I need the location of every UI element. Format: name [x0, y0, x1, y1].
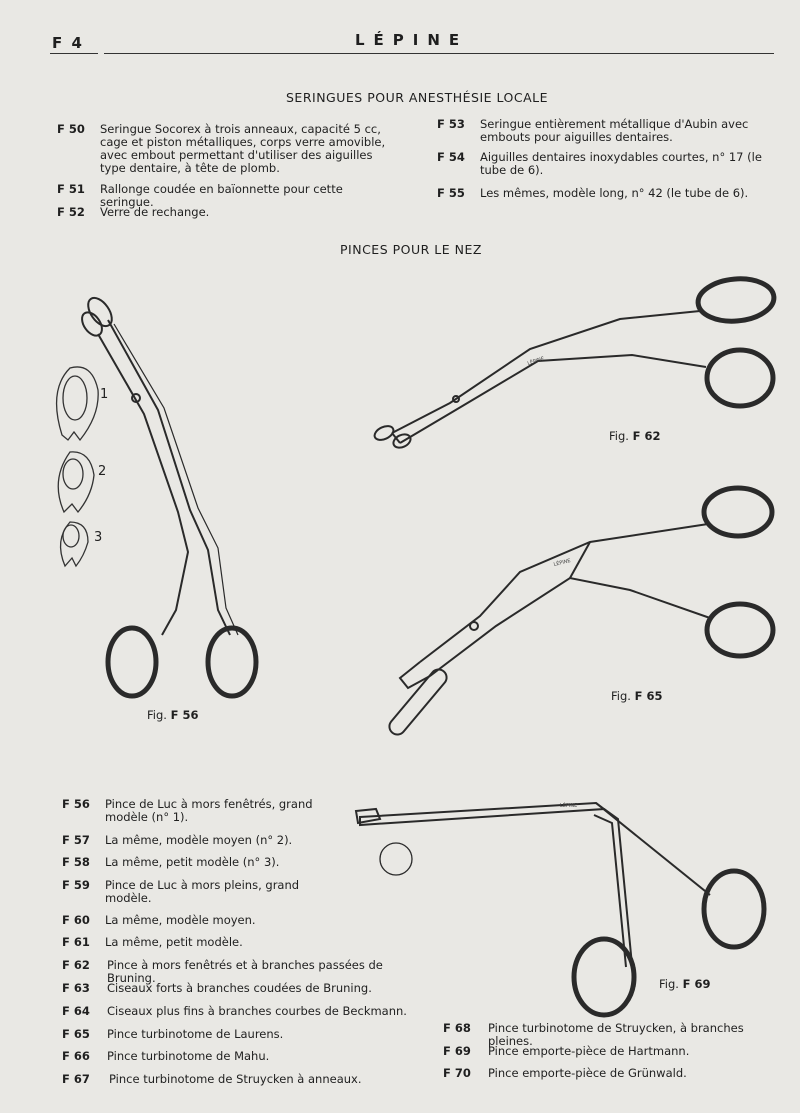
- fig-prefix: Fig.: [659, 977, 679, 991]
- header-rule-right: [104, 53, 774, 54]
- item-description: Pince emporte-pièce de Hartmann.: [488, 1044, 690, 1058]
- item-description: Pince emporte-pièce de Grünwald.: [488, 1066, 687, 1080]
- item-code: F 63: [62, 981, 90, 995]
- item-code: F 52: [57, 205, 85, 219]
- item-description: Verre de rechange.: [100, 205, 210, 219]
- forceps-illustration-f56: [40, 290, 270, 710]
- item-code: F 55: [437, 186, 465, 200]
- size-label: 2: [98, 464, 107, 479]
- item-description: Pince turbinotome de Laurens.: [107, 1027, 284, 1041]
- header-rule-left: [50, 53, 98, 54]
- item-code: F 62: [62, 958, 90, 972]
- item-description: Pince turbinotome de Struycken, à branches pleines.: [488, 1021, 744, 1048]
- item-code: F 50: [57, 122, 85, 136]
- brand-title: LÉPINE: [355, 31, 469, 49]
- size-label: 1: [100, 387, 109, 402]
- item-code: F 60: [62, 913, 90, 927]
- figure-caption-f65: [611, 689, 662, 703]
- figure-caption-f56: [147, 708, 198, 722]
- item-description: Seringue entièrement métallique d'Aubin avec embouts pour aiguilles dentaires.: [480, 117, 749, 144]
- item-description: La même, petit modèle (n° 3).: [105, 855, 280, 869]
- item-description: Pince turbinotome de Struycken à anneaux.: [109, 1072, 362, 1086]
- item-description: Rallonge coudée en baïonnette pour cette seringue.: [100, 182, 343, 209]
- figure-caption-f69: [659, 977, 710, 991]
- fig-code: F 65: [634, 689, 663, 703]
- item-code: F 53: [437, 117, 465, 131]
- item-description: Aiguilles dentaires inoxydables courtes, n° 17 (le tube de 6).: [480, 150, 762, 177]
- item-description: Pince turbinotome de Mahu.: [107, 1049, 270, 1063]
- engraving: LÉPINE: [526, 355, 546, 367]
- item-code: F 69: [443, 1044, 471, 1058]
- item-code: F 66: [62, 1049, 90, 1063]
- item-description: La même, modèle moyen (n° 2).: [105, 833, 293, 847]
- item-code: F 68: [443, 1021, 471, 1035]
- item-description: Ciseaux forts à branches coudées de Bruning.: [107, 981, 372, 995]
- page-number: F 4: [52, 34, 84, 52]
- item-code: F 61: [62, 935, 90, 949]
- item-code: F 51: [57, 182, 85, 196]
- forceps-illustration-f62: [370, 275, 780, 455]
- item-code: F 70: [443, 1066, 471, 1080]
- item-code: F 56: [62, 797, 90, 811]
- item-code: F 67: [62, 1072, 90, 1086]
- item-code: F 54: [437, 150, 465, 164]
- fig-code: F 62: [632, 429, 661, 443]
- section-title-syringes: SERINGUES POUR ANESTHÉSIE LOCALE: [286, 90, 549, 105]
- fig-prefix: Fig.: [609, 429, 629, 443]
- item-description: La même, petit modèle.: [105, 935, 243, 949]
- fig-prefix: Fig.: [611, 689, 631, 703]
- item-description: Pince de Luc à mors fenêtrés, grand modèle (n° 1).: [105, 797, 313, 824]
- engraving: LÉPINE: [553, 557, 572, 568]
- item-code: F 59: [62, 878, 90, 892]
- item-code: F 65: [62, 1027, 90, 1041]
- figure-caption-f62: [609, 429, 660, 443]
- section-title-nasal-forceps: PINCES POUR LE NEZ: [340, 242, 482, 257]
- item-description: Pince de Luc à mors pleins, grand modèle.: [105, 878, 300, 905]
- size-label: 3: [94, 530, 103, 545]
- item-code: F 58: [62, 855, 90, 869]
- item-code: F 57: [62, 833, 90, 847]
- item-code: F 64: [62, 1004, 90, 1018]
- forceps-illustration-f65: [390, 480, 785, 730]
- item-description: Seringue Socorex à trois anneaux, capacité 5 cc, cage et piston métalliques, corps verre amovible, avec embout permettant d'utiliser des aiguilles type dentaire, à tête de plomb.: [100, 122, 386, 175]
- engraving: LÉPINE: [560, 803, 578, 809]
- fig-code: F 56: [170, 708, 199, 722]
- fig-prefix: Fig.: [147, 708, 167, 722]
- item-description: La même, modèle moyen.: [105, 913, 256, 927]
- item-description: Les mêmes, modèle long, n° 42 (le tube de 6).: [480, 186, 749, 200]
- fig-code: F 69: [682, 977, 711, 991]
- item-description: Pince à mors fenêtrés et à branches passées de Bruning.: [107, 958, 383, 985]
- item-description: Ciseaux plus fins à branches courbes de Beckmann.: [107, 1004, 407, 1018]
